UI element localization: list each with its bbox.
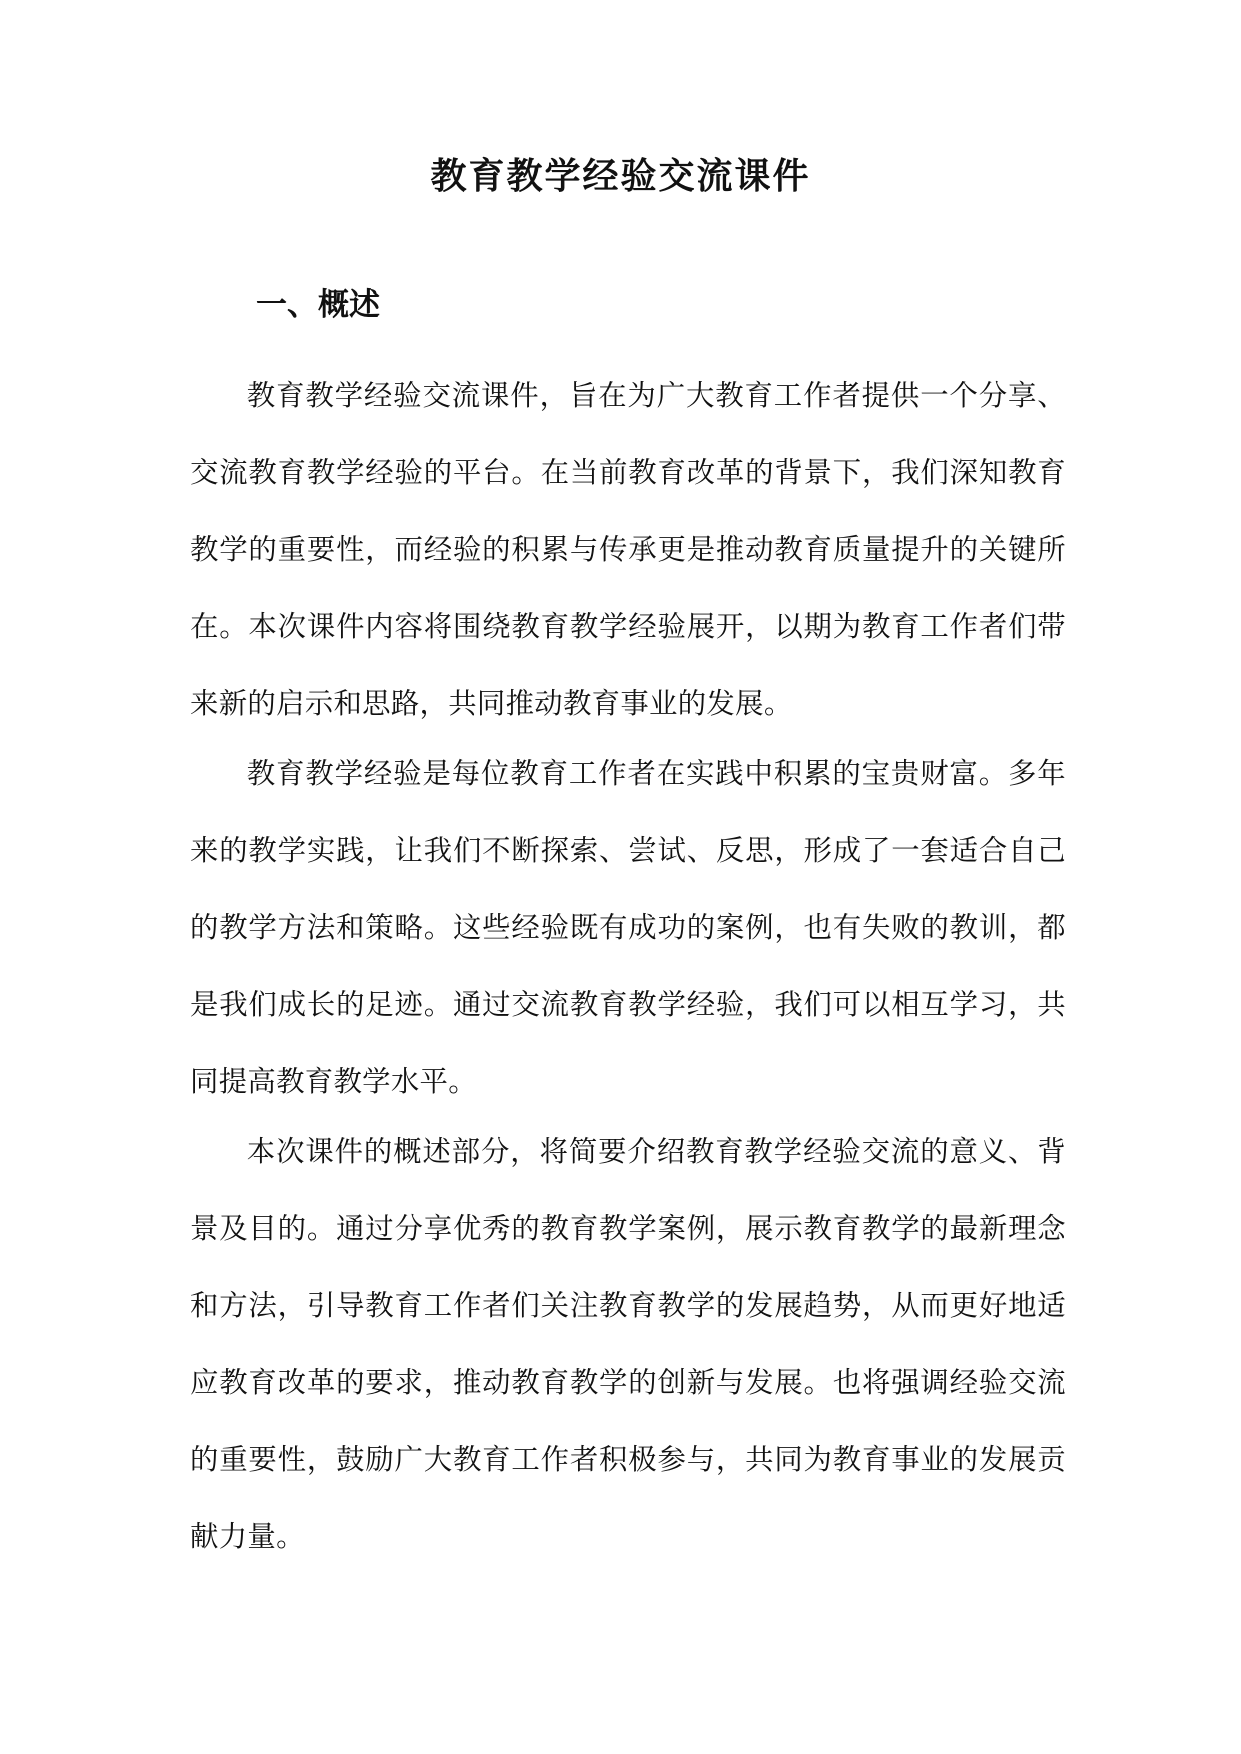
section-heading: 一、概述	[256, 287, 380, 323]
body-paragraph: 教育教学经验是每位教育工作者在实践中积累的宝贵财富。多年来的教学实践，让我们不断探索、尝试、反思，形成了一套适合自己的教学方法和策略。这些经验既有成功的案例，也有失败的教训，都是我们成长的足迹。通过交流教育教学经验，我们可以相互学习，共同提高教育教学水平。	[190, 757, 1066, 1098]
body-paragraph: 教育教学经验交流课件，旨在为广大教育工作者提供一个分享、交流教育教学经验的平台。在当前教育改革的背景下，我们深知教育教学的重要性，而经验的积累与传承更是推动教育质量提升的关键所在。本次课件内容将围绕教育教学经验展开，以期为教育工作者们带来新的启示和思路，共同推动教育事业的发展。	[190, 379, 1066, 720]
body-paragraph: 本次课件的概述部分，将简要介绍教育教学经验交流的意义、背景及目的。通过分享优秀的教育教学案例，展示教育教学的最新理念和方法，引导教育工作者们关注教育教学的发展趋势，从而更好地适应教育改革的要求，推动教育教学的创新与发展。也将强调经验交流的重要性，鼓励广大教育工作者积极参与，共同为教育事业的发展贡献力量。	[190, 1135, 1066, 1553]
document-title: 教育教学经验交流课件	[430, 155, 811, 197]
